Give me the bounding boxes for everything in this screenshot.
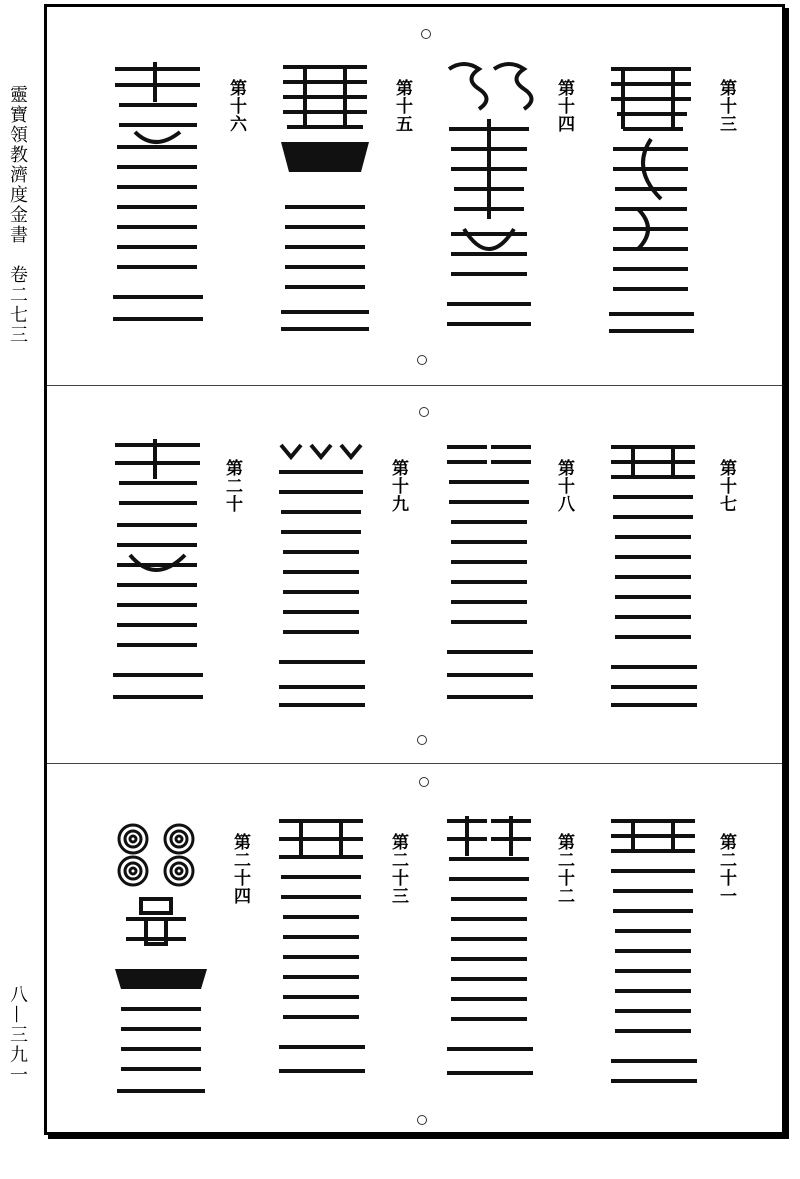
talisman-label: 第十八 — [554, 459, 574, 513]
talisman-22-glyph — [439, 811, 539, 1096]
page-frame — [44, 4, 785, 1135]
talisman-19-glyph — [271, 437, 371, 717]
binding-hole — [419, 777, 429, 787]
talisman-17-glyph — [603, 437, 703, 717]
frame-shadow-right — [785, 8, 789, 1139]
panel-2 — [47, 385, 782, 763]
talisman-label: 第二十 — [222, 459, 242, 513]
page-number: 八—三九一 — [7, 985, 28, 1085]
talisman-label: 第十七 — [716, 459, 736, 513]
talisman-14-glyph — [439, 59, 539, 339]
talisman-18-glyph — [439, 437, 539, 717]
talisman-label: 第十四 — [554, 79, 574, 133]
binding-hole — [417, 355, 427, 365]
talisman-label: 第十三 — [716, 79, 736, 133]
talisman-23-glyph — [271, 811, 371, 1096]
talisman-label: 第二十三 — [388, 833, 408, 905]
talisman-label: 第二十二 — [554, 833, 574, 905]
margin-title: 靈寶領教濟度金書 卷二七三 — [7, 85, 28, 345]
talisman-label: 第十六 — [226, 79, 246, 133]
talisman-20-glyph — [105, 435, 210, 717]
binding-hole — [417, 1115, 427, 1125]
panel-1 — [47, 7, 782, 385]
binding-hole — [417, 735, 427, 745]
frame-shadow-bottom — [48, 1135, 789, 1139]
talisman-label: 第十五 — [392, 79, 412, 133]
talisman-13-glyph — [603, 59, 703, 339]
talisman-24-glyph — [111, 819, 211, 1099]
talisman-label: 第二十四 — [230, 833, 250, 905]
talisman-15-glyph — [275, 57, 375, 342]
talisman-21-glyph — [603, 811, 703, 1096]
binding-hole — [421, 29, 431, 39]
panel-3 — [47, 763, 782, 1135]
talisman-16-glyph — [105, 57, 210, 342]
talisman-label: 第十九 — [388, 459, 408, 513]
binding-hole — [419, 407, 429, 417]
talisman-label: 第二十一 — [716, 833, 736, 905]
